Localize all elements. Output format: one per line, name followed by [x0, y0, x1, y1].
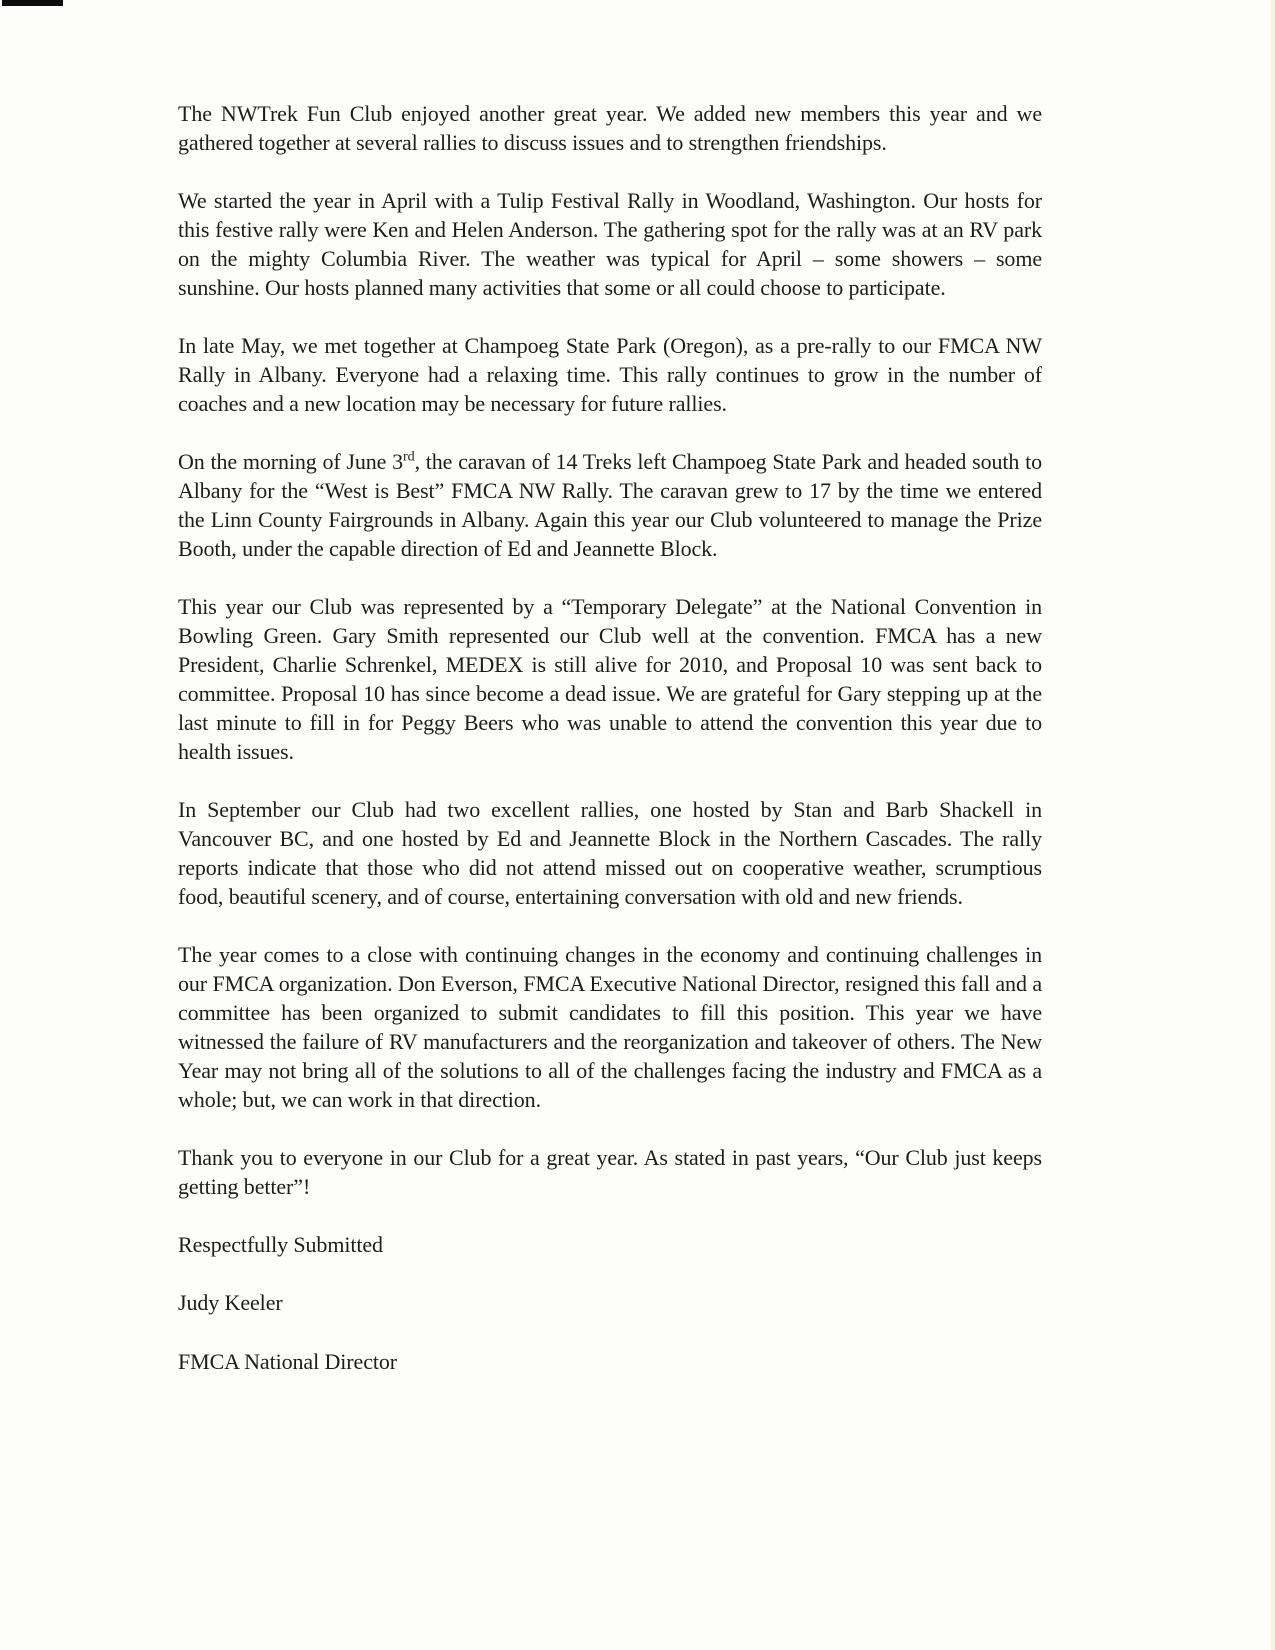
paragraph-tulip-rally: We started the year in April with a Tulip Festival Rally in Woodland, Washington. Our hosts for this festive rally were Ken and Helen Anderson. The gathering spot for the rally was at an RV park on the mighty Columbia River. The weather was typical for April – some showers – some sunshine. Our hosts planned many activities that some or all could choose to participate.	[178, 188, 1042, 300]
valediction: Respectfully Submitted	[178, 1232, 383, 1257]
scan-artifact-mark	[2, 0, 63, 6]
signature-block	[178, 1288, 1042, 1377]
paragraph-september-rallies: In September our Club had two excellent rallies, one hosted by Stan and Barb Shackell in Vancouver BC, and one hosted by Ed and Jeannette Block in the Northern Cascades. The rally reports indicate that those who did not attend missed out on cooperative weather, scrumptious food, beautiful scenery, and of course, entertaining conversation with old and new friends.	[178, 797, 1042, 909]
paragraph-caravan-run-2: , the caravan of 14 Treks left Champoeg State Park and headed south to Albany for the “West is Best” FMCA NW Rally. The caravan grew to 17 by the time we entered the Linn County Fairgrounds in Albany. Again this year our Club volunteered to manage the Prize Booth, under the capable direction of Ed and Jeannette Block.	[178, 449, 1042, 561]
paragraph-year-close: The year comes to a close with continuing changes in the economy and continuing challenges in our FMCA organization. Don Everson, FMCA Executive National Director, resigned this fall and a committee has been organized to submit candidates to fill this position. This year we have witnessed the failure of RV manufacturers and the reorganization and takeover of others. The New Year may not bring all of the solutions to all of the challenges facing the industry and FMCA as a whole; but, we can work in that direction.	[178, 942, 1042, 1112]
paragraph-caravan-run-1: On the morning of June 3	[178, 449, 404, 474]
letter-body	[178, 99, 1042, 1406]
ordinal-superscript: rd	[403, 448, 415, 465]
paragraph-national-convention: This year our Club was represented by a “Temporary Delegate” at the National Convention in Bowling Green. Gary Smith represented our Club well at the convention. FMCA has a new President, Charlie Schrenkel, MEDEX is still alive for 2010, and Proposal 10 was sent back to committee. Proposal 10 has since become a dead issue. We are grateful for Gary stepping up at the last minute to fill in for Peggy Beers who was unable to attend the convention this year due to health issues.	[178, 594, 1042, 764]
signature-name: Judy Keeler	[178, 1290, 283, 1315]
paragraph-intro: The NWTrek Fun Club enjoyed another great year. We added new members this year and we gathered together at several rallies to discuss issues and to strengthen friendships.	[178, 101, 1042, 155]
paragraph-caravan	[178, 447, 1042, 563]
signature-title: FMCA National Director	[178, 1349, 397, 1374]
paragraph-thank-you: Thank you to everyone in our Club for a great year. As stated in past years, “Our Club just keeps getting better”!	[178, 1145, 1042, 1199]
paragraph-champoeg-prerally: In late May, we met together at Champoeg State Park (Oregon), as a pre-rally to our FMCA NW Rally in Albany. Everyone had a relaxing time. This rally continues to grow in the number of coaches and a new location may be necessary for future rallies.	[178, 333, 1042, 416]
page-edge-tint	[1271, 0, 1275, 1650]
